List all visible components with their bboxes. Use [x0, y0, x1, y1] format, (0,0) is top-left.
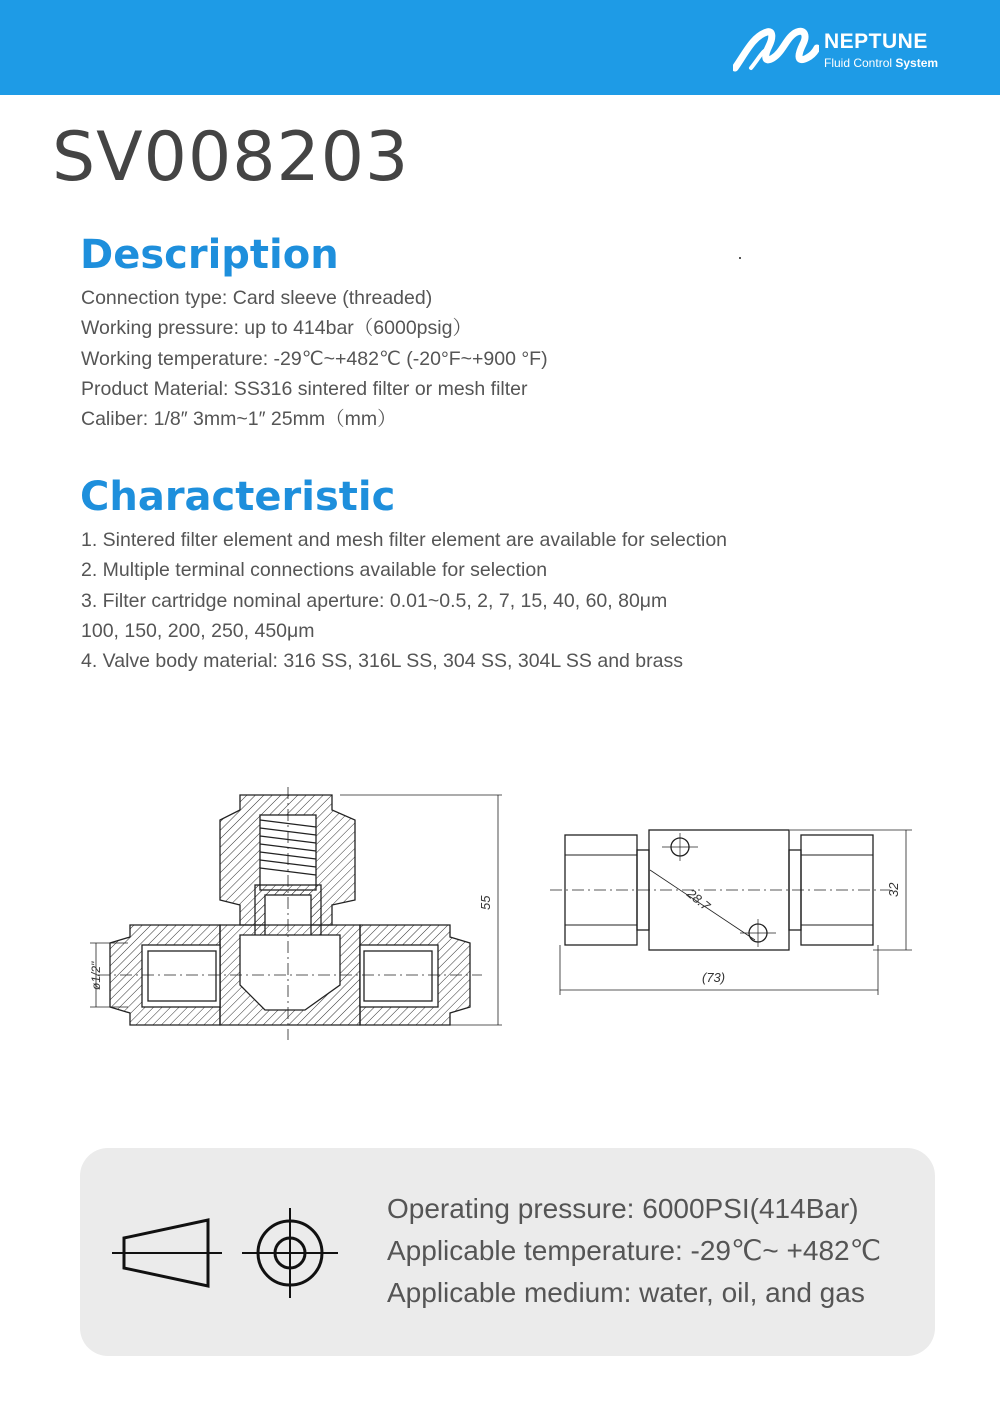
tee-filter-section-view: [90, 787, 502, 1040]
technical-drawing: [70, 785, 930, 1055]
description-heading: Description: [80, 232, 339, 278]
spec-line: Applicable medium: water, oil, and gas: [387, 1277, 865, 1308]
spec-panel: [80, 1148, 935, 1356]
spec-line: Applicable temperature: -29℃~ +482℃: [387, 1235, 882, 1266]
characteristic-line: 4. Valve body material: 316 SS, 316L SS, 304 SS, 304L SS and brass: [81, 650, 683, 673]
projection-symbol-icon: [110, 1208, 350, 1298]
description-list: [81, 283, 548, 434]
brand-name: NEPTUNE: [824, 30, 928, 53]
description-line: Working pressure: up to 414bar（6000psig）: [81, 317, 472, 340]
brand-logo: [733, 24, 963, 76]
characteristic-line: 2. Multiple terminal connections available for selection: [81, 559, 548, 582]
filter-top-view: [550, 830, 912, 995]
brand-tagline: Fluid Control System: [824, 56, 939, 70]
model-number: SV008203: [52, 118, 410, 197]
characteristic-line: 1. Sintered filter element and mesh filter element are available for selection: [81, 529, 728, 551]
description-line: Caliber: 1/8″ 3mm~1″ 25mm（mm）: [81, 408, 397, 431]
characteristic-list: [81, 525, 727, 676]
characteristic-line: 100, 150, 200, 250, 450μm: [81, 619, 315, 642]
spec-line: Operating pressure: 6000PSI(414Bar): [387, 1193, 859, 1224]
description-line: Product Material: SS316 sintered filter or mesh filter: [81, 377, 528, 400]
dim-length-label: (73): [702, 970, 726, 985]
description-line: Connection type: Card sleeve (threaded): [81, 287, 433, 309]
characteristic-heading: Characteristic: [80, 474, 396, 520]
description-line: Working temperature: -29℃~+482℃ (-20°F~+900 °F): [81, 347, 548, 370]
dim-diameter-label: ø1/2": [89, 961, 103, 990]
spec-lines: [387, 1188, 881, 1314]
stray-dot: [739, 257, 741, 259]
header-banner: [0, 0, 1000, 95]
dim-diagonal-label: 28.7: [684, 885, 714, 914]
dim-height-label: 55: [478, 895, 493, 910]
characteristic-line: 3. Filter cartridge nominal aperture: 0.01~0.5, 2, 7, 15, 40, 60, 80μm: [81, 589, 668, 612]
neptune-logo-icon: [733, 24, 819, 74]
dim-width-label: 32: [886, 882, 901, 897]
